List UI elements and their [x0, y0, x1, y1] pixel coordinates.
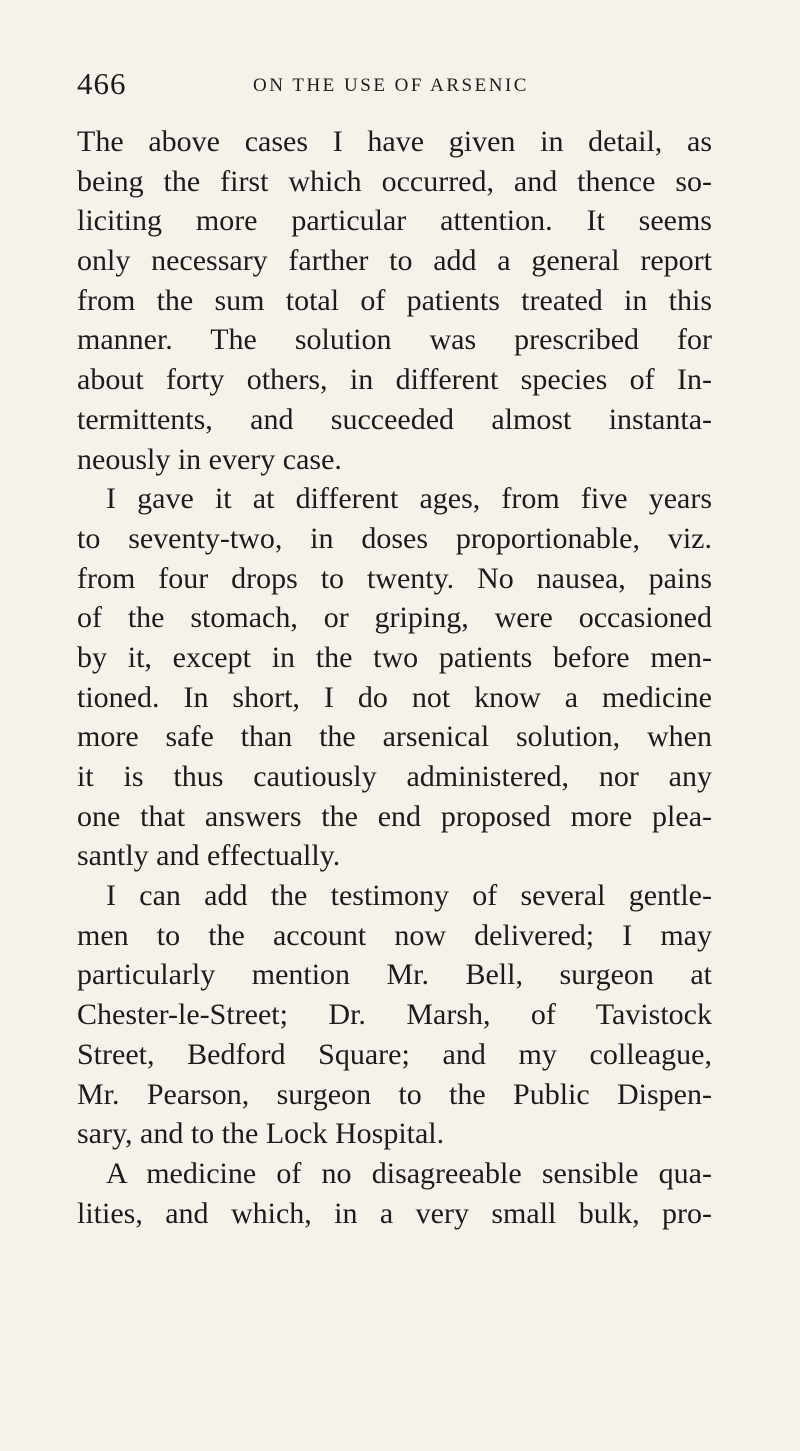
text-line: men to the account now delivered; I may: [77, 918, 712, 952]
text-line: from four drops to twenty. No nausea, pains: [77, 561, 712, 595]
text-line: I gave it at different ages, from five years: [106, 482, 712, 516]
text-line: tioned. In short, I do not know a medicine: [77, 680, 712, 714]
text-line: manner. The solution was prescribed for: [77, 323, 712, 357]
page-number: 466: [77, 66, 127, 101]
text-line: sary, and to the Lock Hospital.: [77, 1117, 445, 1151]
text-line: of the stomach, or griping, were occasioned: [77, 601, 712, 635]
text-line: being the first which occurred, and thence so-: [77, 164, 712, 198]
text-line: I can add the testimony of several gentle-: [106, 879, 712, 913]
text-line: santly and effectually.: [77, 839, 341, 873]
text-line: neously in every case.: [77, 442, 342, 476]
text-line: it is thus cautiously administered, nor any: [77, 760, 712, 793]
text-line: termittents, and succeeded almost instanta-: [77, 402, 712, 436]
text-line: Street, Bedford Square; and my colleague,: [77, 1037, 712, 1071]
text-line: one that answers the end proposed more plea-: [77, 799, 712, 833]
text-line: Chester-le-Street; Dr. Marsh, of Tavistock: [77, 998, 712, 1032]
text-line: A medicine of no disagreeable sensible qua-: [106, 1156, 712, 1190]
running-head: [77, 66, 777, 106]
text-line: by it, except in the two patients before men-: [77, 640, 712, 674]
text-line: from the sum total of patients treated in this: [77, 283, 712, 317]
text-line: particularly mention Mr. Bell, surgeon at: [77, 958, 712, 992]
text-line: more safe than the arsenical solution, when: [77, 720, 712, 754]
text-line: about forty others, in different species of In-: [77, 363, 712, 397]
text-line: Mr. Pearson, surgeon to the Public Dispen-: [77, 1077, 712, 1111]
running-title: ON THE USE OF ARSENIC: [253, 75, 529, 96]
text-line: to seventy-two, in doses proportionable, viz.: [77, 521, 712, 555]
body-text: [77, 122, 712, 1233]
text-line: The above cases I have given in detail, as: [77, 125, 712, 158]
text-line: lities, and which, in a very small bulk, pro-: [77, 1196, 712, 1230]
text-line: only necessary farther to add a general report: [77, 244, 712, 278]
text-line: liciting more particular attention. It seems: [77, 204, 712, 238]
